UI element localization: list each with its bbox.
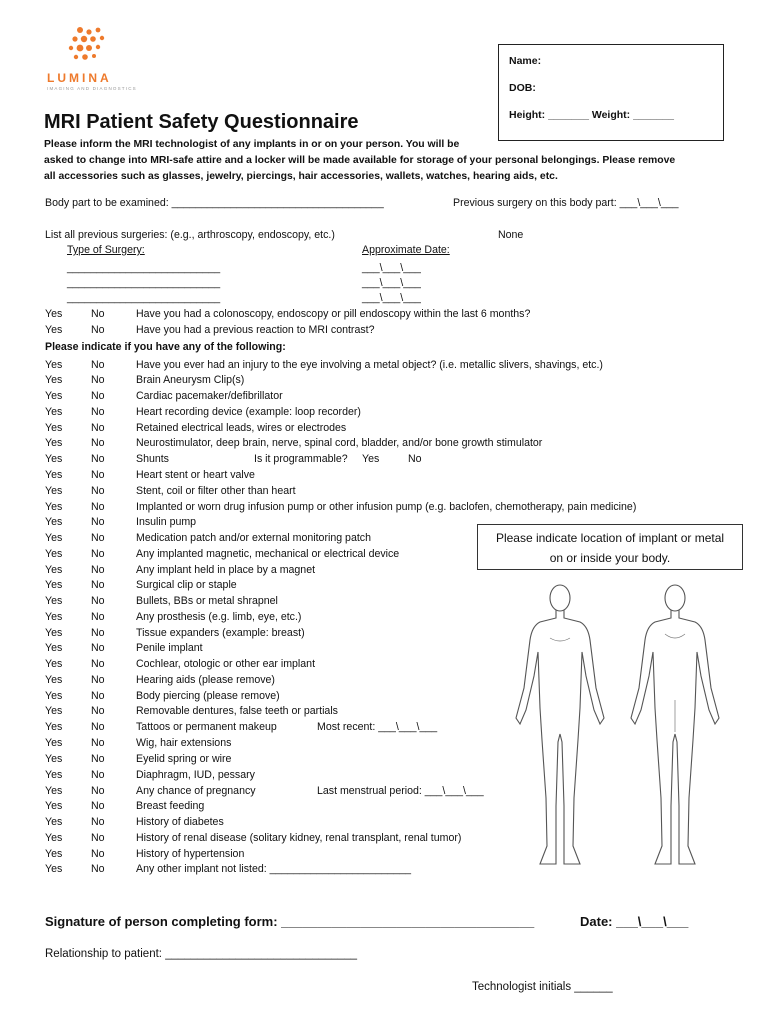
no-option[interactable]: No	[91, 690, 105, 702]
no-option[interactable]: No	[91, 721, 105, 733]
item-text: Diaphragm, IUD, pessary	[136, 769, 255, 781]
yes-option[interactable]: Yes	[45, 308, 63, 320]
item-text: Any chance of pregnancy	[136, 785, 256, 797]
yes-option[interactable]: Yes	[45, 422, 63, 434]
item-text: Tissue expanders (example: breast)	[136, 627, 305, 639]
question-text: Have you had a colonoscopy, endoscopy or pill endoscopy within the last 6 months?	[136, 308, 531, 320]
no-option[interactable]: No	[91, 501, 105, 513]
item-text: Breast feeding	[136, 800, 205, 812]
item-text: Removable dentures, false teeth or partials	[136, 705, 338, 717]
no-option[interactable]: No	[91, 816, 105, 828]
yes-option[interactable]: Yes	[45, 406, 63, 418]
item-text: Surgical clip or staple	[136, 579, 237, 591]
no-option[interactable]: No	[91, 437, 105, 449]
callout-line-1: Please indicate location of implant or metal	[495, 531, 725, 545]
no-option[interactable]: No	[91, 737, 105, 749]
front-body-figure[interactable]	[516, 585, 604, 864]
item-text: Medication patch and/or external monitoring patch	[136, 532, 371, 544]
item-text: Penile implant	[136, 642, 203, 654]
no-option[interactable]: No	[91, 453, 105, 465]
item-text: Implanted or worn drug infusion pump or other infusion pump (e.g. baclofen, chemotherapy, pain medicine)	[136, 501, 637, 513]
no-option[interactable]: No	[91, 863, 105, 875]
yes-option[interactable]: Yes	[45, 532, 63, 544]
callout-line-2: on or inside your body.	[549, 551, 671, 565]
tattoo-date-field[interactable]: Most recent: ___\___\___	[317, 721, 438, 733]
surgeries-prompt: List all previous surgeries: (e.g., arthroscopy, endoscopy, etc.)	[45, 229, 335, 241]
yes-option[interactable]: Yes	[45, 611, 63, 623]
yes-option[interactable]: Yes	[45, 595, 63, 607]
body-diagram[interactable]	[505, 582, 735, 892]
yes-option[interactable]: Yes	[45, 564, 63, 576]
relationship-field[interactable]: Relationship to patient: ______________________________	[45, 948, 358, 960]
logo-tagline: IMAGING AND DIAGNOSTICS	[47, 86, 137, 91]
yes-option[interactable]: Yes	[45, 501, 63, 513]
item-text: Any other implant not listed: ________________________	[136, 863, 412, 875]
no-option[interactable]: No	[91, 374, 105, 386]
yes-option[interactable]: Yes	[45, 721, 63, 733]
item-text: Insulin pump	[136, 516, 197, 528]
yes-option[interactable]: Yes	[45, 390, 63, 402]
logo-wordmark: LUMINA	[47, 71, 112, 85]
item-text: Hearing aids (please remove)	[136, 674, 275, 686]
no-option[interactable]: No	[91, 469, 105, 481]
item-text: Brain Aneurysm Clip(s)	[136, 374, 245, 386]
no-option[interactable]: No	[91, 595, 105, 607]
height-weight-field[interactable]: Height: _______ Weight: _______	[509, 109, 674, 121]
no-option[interactable]: No	[91, 785, 105, 797]
item-text: Eyelid spring or wire	[136, 753, 232, 765]
no-option[interactable]: No	[91, 324, 105, 336]
item-text: Heart recording device (example: loop recorder)	[136, 406, 361, 418]
yes-option[interactable]: Yes	[45, 359, 63, 371]
no-option[interactable]: No	[91, 627, 105, 639]
yes-option[interactable]: Yes	[45, 690, 63, 702]
no-option[interactable]: No	[91, 548, 105, 560]
no-option[interactable]: No	[91, 642, 105, 654]
body-part-field[interactable]: Body part to be examined: ____________________________________	[45, 197, 384, 209]
indicate-header: Please indicate if you have any of the following:	[45, 341, 286, 353]
no-option[interactable]: No	[91, 308, 105, 320]
yes-option[interactable]: Yes	[45, 437, 63, 449]
yes-option[interactable]: Yes	[45, 863, 63, 875]
name-field[interactable]: Name:	[509, 55, 542, 67]
item-text: Tattoos or permanent makeup	[136, 721, 277, 733]
patient-info-box	[498, 44, 724, 141]
programmable-no-option[interactable]: No	[408, 453, 422, 465]
item-text: Cochlear, otologic or other ear implant	[136, 658, 316, 670]
item-text: Stent, coil or filter other than heart	[136, 485, 296, 497]
item-text: History of diabetes	[136, 816, 224, 828]
previous-surgery-field[interactable]: Previous surgery on this body part: ___\___\___	[453, 197, 679, 209]
item-text: Wig, hair extensions	[136, 737, 232, 749]
item-text: Any implanted magnetic, mechanical or electrical device	[136, 548, 400, 560]
surgery-date-line[interactable]: ___\___\___	[362, 292, 421, 304]
item-text: Heart stent or heart valve	[136, 469, 255, 481]
yes-option[interactable]: Yes	[45, 658, 63, 670]
yes-option[interactable]: Yes	[45, 674, 63, 686]
item-text: Neurostimulator, deep brain, nerve, spinal cord, bladder, and/or bone growth stimulator	[136, 437, 543, 449]
yes-option[interactable]: Yes	[45, 848, 63, 860]
no-option[interactable]: No	[91, 674, 105, 686]
signature-field[interactable]: Signature of person completing form: ___________________________________	[45, 914, 535, 929]
no-option[interactable]: No	[91, 579, 105, 591]
intro-line-1: Please inform the MRI technologist of any implants in or on your person. You will be	[44, 139, 460, 150]
yes-option[interactable]: Yes	[45, 579, 63, 591]
item-text: Bullets, BBs or metal shrapnel	[136, 595, 278, 607]
yes-option[interactable]: Yes	[45, 324, 63, 336]
item-text: Have you ever had an injury to the eye involving a metal object? (i.e. metallic slivers, shavings, etc.)	[136, 359, 603, 371]
surgery-date-line[interactable]: ___\___\___	[362, 262, 421, 274]
programmable-yes-option[interactable]: Yes	[362, 453, 380, 465]
yes-option[interactable]: Yes	[45, 453, 63, 465]
question-text: Have you had a previous reaction to MRI contrast?	[136, 324, 375, 336]
item-text: Any prosthesis (e.g. limb, eye, etc.)	[136, 611, 302, 623]
yes-option[interactable]: Yes	[45, 548, 63, 560]
signature-date-field[interactable]: Date: ___\___\___	[580, 914, 689, 929]
yes-option[interactable]: Yes	[45, 800, 63, 812]
no-option[interactable]: No	[91, 564, 105, 576]
surgery-line[interactable]: __________________________	[67, 292, 221, 304]
technologist-initials-field[interactable]: Technologist initials ______	[472, 981, 613, 993]
approx-date-header: Approximate Date:	[362, 244, 450, 256]
no-option[interactable]: No	[91, 390, 105, 402]
yes-option[interactable]: Yes	[45, 816, 63, 828]
no-option[interactable]: No	[91, 516, 105, 528]
no-option[interactable]: No	[91, 406, 105, 418]
item-text: Any implant held in place by a magnet	[136, 564, 316, 576]
item-text: Cardiac pacemaker/defibrillator	[136, 390, 283, 402]
item-text: Shunts	[136, 453, 169, 465]
yes-option[interactable]: Yes	[45, 832, 63, 844]
intro-line-2: asked to change into MRI-safe attire and a locker will be made available for storage of your personal belongings. Please remove	[44, 155, 676, 166]
no-option[interactable]: No	[91, 658, 105, 670]
implant-location-callout	[477, 524, 743, 570]
none-option[interactable]: None	[498, 229, 524, 241]
no-option[interactable]: No	[91, 848, 105, 860]
item-text: Retained electrical leads, wires or electrodes	[136, 422, 347, 434]
no-option[interactable]: No	[91, 769, 105, 781]
item-text: History of hypertension	[136, 848, 245, 860]
yes-option[interactable]: Yes	[45, 374, 63, 386]
intro-line-3: all accessories such as glasses, jewelry, piercings, hair accessories, wallets, watches, hearing aids, etc.	[44, 171, 558, 182]
no-option[interactable]: No	[91, 611, 105, 623]
surgery-line[interactable]: __________________________	[67, 277, 221, 289]
yes-option[interactable]: Yes	[45, 516, 63, 528]
no-option[interactable]: No	[91, 832, 105, 844]
yes-option[interactable]: Yes	[45, 753, 63, 765]
no-option[interactable]: No	[91, 532, 105, 544]
surgery-date-line[interactable]: ___\___\___	[362, 277, 421, 289]
yes-option[interactable]: Yes	[45, 705, 63, 717]
yes-option[interactable]: Yes	[45, 627, 63, 639]
item-text: History of renal disease (solitary kidney, renal transplant, renal tumor)	[136, 832, 462, 844]
yes-option[interactable]: Yes	[45, 485, 63, 497]
yes-option[interactable]: Yes	[45, 737, 63, 749]
dob-field[interactable]: DOB:	[509, 82, 536, 94]
yes-option[interactable]: Yes	[45, 785, 63, 797]
yes-option[interactable]: Yes	[45, 769, 63, 781]
type-of-surgery-header: Type of Surgery:	[67, 244, 145, 256]
menstrual-date-field[interactable]: Last menstrual period: ___\___\___	[317, 785, 484, 797]
no-option[interactable]: No	[91, 705, 105, 717]
no-option[interactable]: No	[91, 359, 105, 371]
yes-option[interactable]: Yes	[45, 469, 63, 481]
yes-option[interactable]: Yes	[45, 642, 63, 654]
no-option[interactable]: No	[91, 800, 105, 812]
no-option[interactable]: No	[91, 485, 105, 497]
surgery-line[interactable]: __________________________	[67, 262, 221, 274]
page-title: MRI Patient Safety Questionnaire	[44, 111, 359, 133]
programmable-question: Is it programmable?	[254, 453, 348, 465]
no-option[interactable]: No	[91, 422, 105, 434]
no-option[interactable]: No	[91, 753, 105, 765]
item-text: Body piercing (please remove)	[136, 690, 280, 702]
